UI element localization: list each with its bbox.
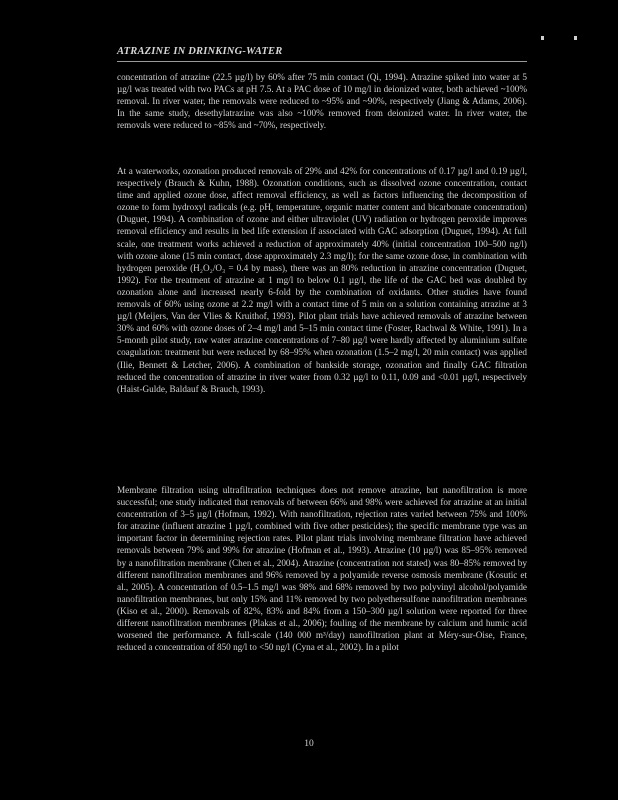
scan-mark: [574, 36, 577, 40]
header-rule: [117, 61, 527, 62]
page-number: 10: [304, 739, 314, 749]
paragraph: At a waterworks, ozonation produced removals of 29% and 42% for concentrations of 0.17 µg/l and 0.19 µg/l, respectively (Brauch & Kuhn, 1988). Ozonation conditions, such as dissolved ozone concentration, contact time and applied ozone dose, affect removal efficiency, as well as factors influencing the decomposition of ozone to form hydroxyl radicals (e.g. pH, temperature, organic matter content and bicarbonate concentration) (Duguet, 1994). A combination of ozone and either ultraviolet (UV) radiation or hydrogen peroxide improves removal efficiency and results in bed life extension if associated with GAC adsorption (Duguet, 1994). At full scale, one treatment works achieved a reduction of approximately 40% (initial concentration 100–500 ng/l) with ozone alone (15 min contact, dose approximately 2.3 mg/l); for the same ozone dose, in combination with hydrogen peroxide (H₂O₂/O₃ = 0.4 by mass), there was an 80% reduction in atrazine concentration (Duguet, 1992). For the treatment of atrazine at 1 mg/l to below 0.1 µg/l, the life of the GAC bed was doubled by ozonation alone and increased nearly 6-fold by the combination of oxidants. Other studies have found removals of 60% using ozone at 2.2 mg/l with a contact time of 5 min on a solution containing atrazine at 3 µg/l (Meijers, Van der Vlies & Kruithof, 1993). Pilot plant trials have achieved removals of atrazine between 30% and 60% with ozone doses of 2–4 mg/l and 5–15 min contact time (Foster, Rachwal & White, 1991). In a 5-month pilot study, raw water atrazine concentrations of 7–80 µg/l were hardly affected by aluminium sulfate coagulation: treatment but were reduced by 68–95% when ozonation (1.5–2 mg/l, 20 min contact) was applied (Ilie, Bennett & Letcher, 2006). A combination of bankside storage, ozonation and finally GAC filtration reduced the concentration of atrazine in river water from 0.32 µg/l to 0.11, 0.09 and <0.01 µg/l, respectively (Haist-Gulde, Baldauf & Brauch, 1993).: [117, 166, 527, 394]
running-header: ATRAZINE IN DRINKING-WATER: [117, 46, 283, 57]
scan-mark: [541, 36, 544, 40]
paragraph: Membrane filtration using ultrafiltration techniques does not remove atrazine, but nanofiltration is more successful; one study indicated that removals of between 66% and 98% were achieved for atrazine at an initial concentration of 3–5 µg/l (Hofman, 1992). With nanofiltration, rejection rates varied between 75% and 100% for atrazine (influent atrazine 1 µg/l, combined with five other pesticides); the specific membrane type was an important factor in determining rejection rates. Pilot plant trials involving membrane filtration have achieved removals between 79% and 99% for atrazine (Hofman et al., 1993). Atrazine (10 µg/l) was 85–95% removed by a nanofiltration membrane (Chen et al., 2004). Atrazine (concentration not stated) was 80–85% removed by different nanofiltration membranes and 96% removed by a polyamide reverse osmosis membrane (Kosutic et al., 2005). A concentration of 0.5–1.5 mg/l was 98% and 68% removed by two polyvinyl alcohol/polyamide nanofiltration membranes, but only 15% and 11% removed by two polyethersulfone nanofiltration membranes (Kiso et al., 2000). Removals of 82%, 83% and 84% from a 150–300 µg/l solution were reported for three different nanofiltration membranes (Plakas et al., 2006); fouling of the membrane by calcium and humic acid worsened the performance. A full-scale (140 000 m³/day) nanofiltration plant at Méry-sur-Oise, France, reduced a concentration of 850 ng/l to <50 ng/l (Cyna et al., 2002). In a pilot: [117, 485, 527, 653]
paragraph: concentration of atrazine (22.5 µg/l) by 60% after 75 min contact (Qi, 1994). Atrazine spiked into water at 5 µg/l was treated with two PACs at pH 7.5. At a PAC dose of 10 mg/l in deionized water, both achieved ~100% removal. In river water, the removals were reduced to ~95% and ~90%, respectively (Jiang & Adams, 2006). In the same study, desethylatrazine was also ~100% removed from deionized water. In river water, the removals were reduced to ~85% and ~70%, respectively.: [117, 72, 527, 131]
